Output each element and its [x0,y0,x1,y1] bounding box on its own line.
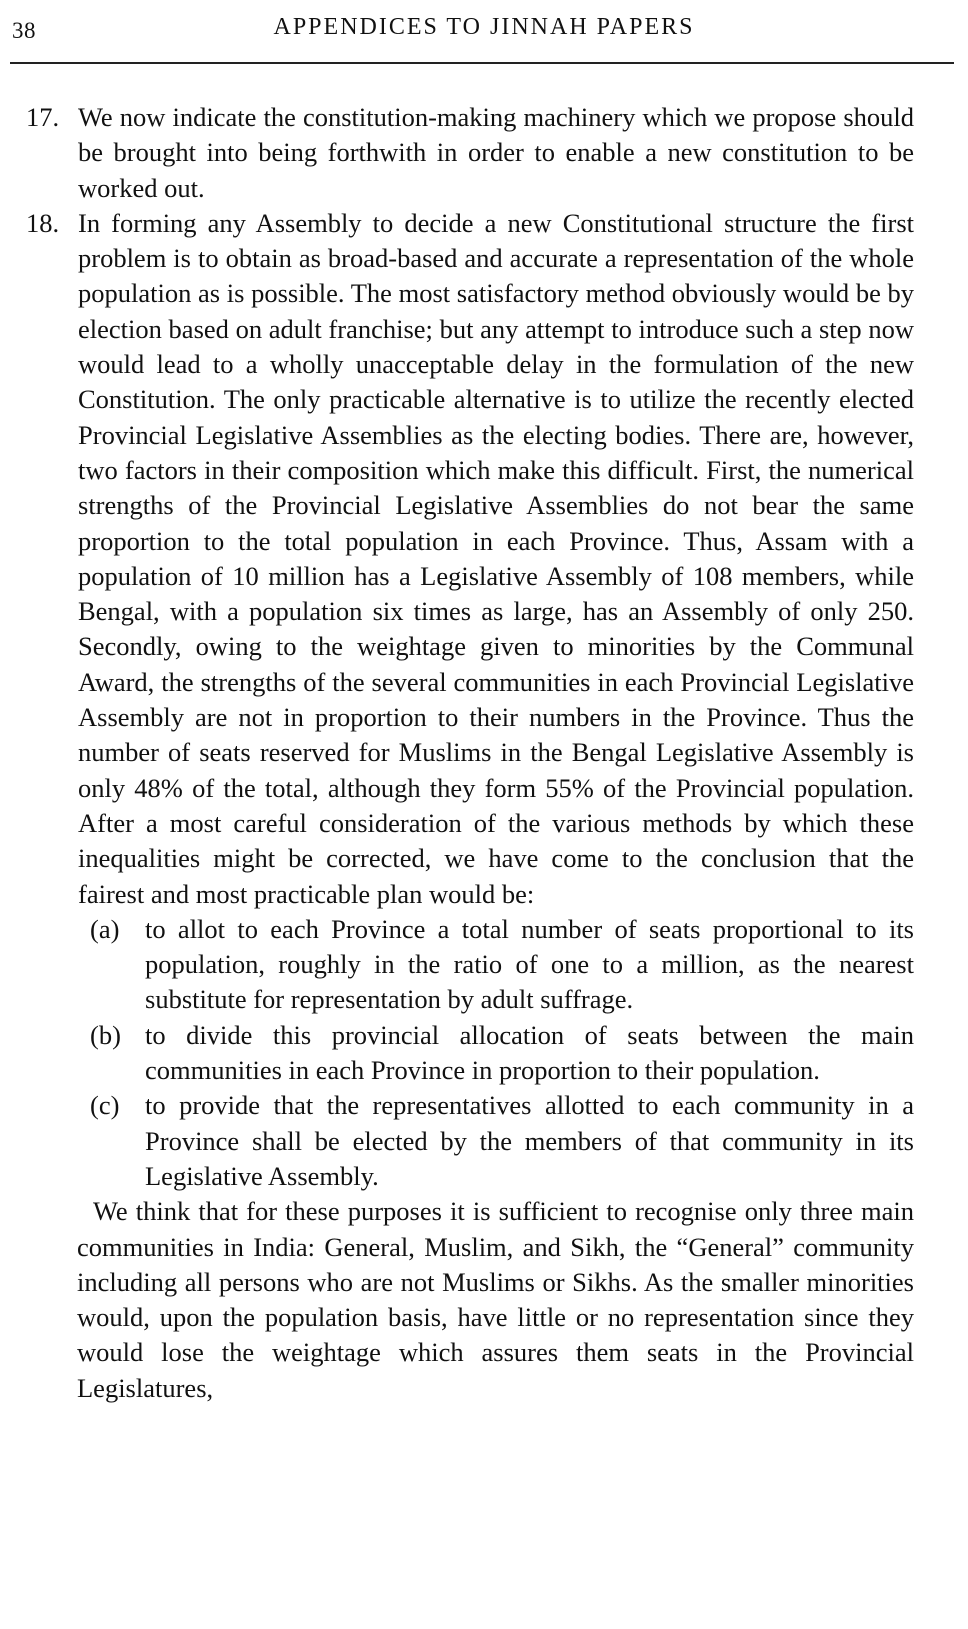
paragraph-text: In forming any Assembly to decide a new Constitutional structure the first problem is to obtain as broad-based and accurate a representation of the whole population as is possible. The most satisfactory method obviously would be by election based on adult franchise; but any attempt to introduce such a step now would lead to a wholly unacceptable delay in the formulation of the new Constitution. The only practicable alternative is to utilize the recently elected Provincial Legislative Assemblies as the electing bodies. There are, however, two factors in their composition which make this difficult. First, the numerical strengths of the Provincial Legislative Assemblies do not bear the same proportion to the total population in each Province. Thus, Assam with a population of 10 million has a Legislative Assembly of 108 members, while Bengal, with a population six times as large, has an Assembly of only 250. Secondly, owing to the weightage given to minorities by the Communal Award, the strengths of the several communities in each Provincial Legislative Assembly are not in proportion to their numbers in the Province. Thus the number of seats reserved for Muslims in the Bengal Legislative Assembly is only 48% of the total, although they form 55% of the Provincial population. After a most careful consideration of the various methods by which these inequalities might be corrected, we have come to the conclusion that the fairest and most practicable plan would be: [78,207,914,909]
header-rule [10,62,954,64]
list-item [0,1088,914,1194]
list-item-text: to provide that the representatives allotted to each community in a Province shall be elected by the members of that community in its Legislative Assembly. [145,1090,914,1191]
page-number: 38 [12,18,36,43]
list-item [0,1018,914,1089]
list-item-letter: (b) [90,1019,121,1050]
list-item-letter: (a) [90,913,120,944]
paragraph-number: 18. [26,207,60,238]
paragraph-17 [0,100,914,206]
list-item [0,912,914,1018]
paragraph-number: 17. [26,102,60,132]
list-item-text: to divide this provincial allocation of seats between the main communities in each Province in proportion to their population. [145,1019,914,1086]
body-text [0,100,968,1406]
paragraph-text: We now indicate the constitution-making machinery which we propose should be brought into being forthwith in order to enable a new constitution to be worked out. [78,102,914,203]
page-header [0,0,968,66]
paragraph-18 [0,206,914,912]
list-item-text: to allot to each Province a total number of seats proportional to its population, roughly in the ratio of one to a million, as the nearest substitute for representation by adult suffrage. [145,913,914,1015]
running-head: APPENDICES TO JINNAH PAPERS [273,14,695,40]
list-item-letter: (c) [90,1090,120,1121]
continuation-paragraph: We think that for these purposes it is sufficient to recognise only three main communities in India: General, Muslim, and Sikh, the “General” community including all persons who are not Muslims or Sikhs. As the smaller minorities would, upon the population basis, have little or no representation since they would lose the weightage which assures them seats in the Provincial Legislatures, [77,1196,914,1403]
proposal-list [0,912,968,1194]
